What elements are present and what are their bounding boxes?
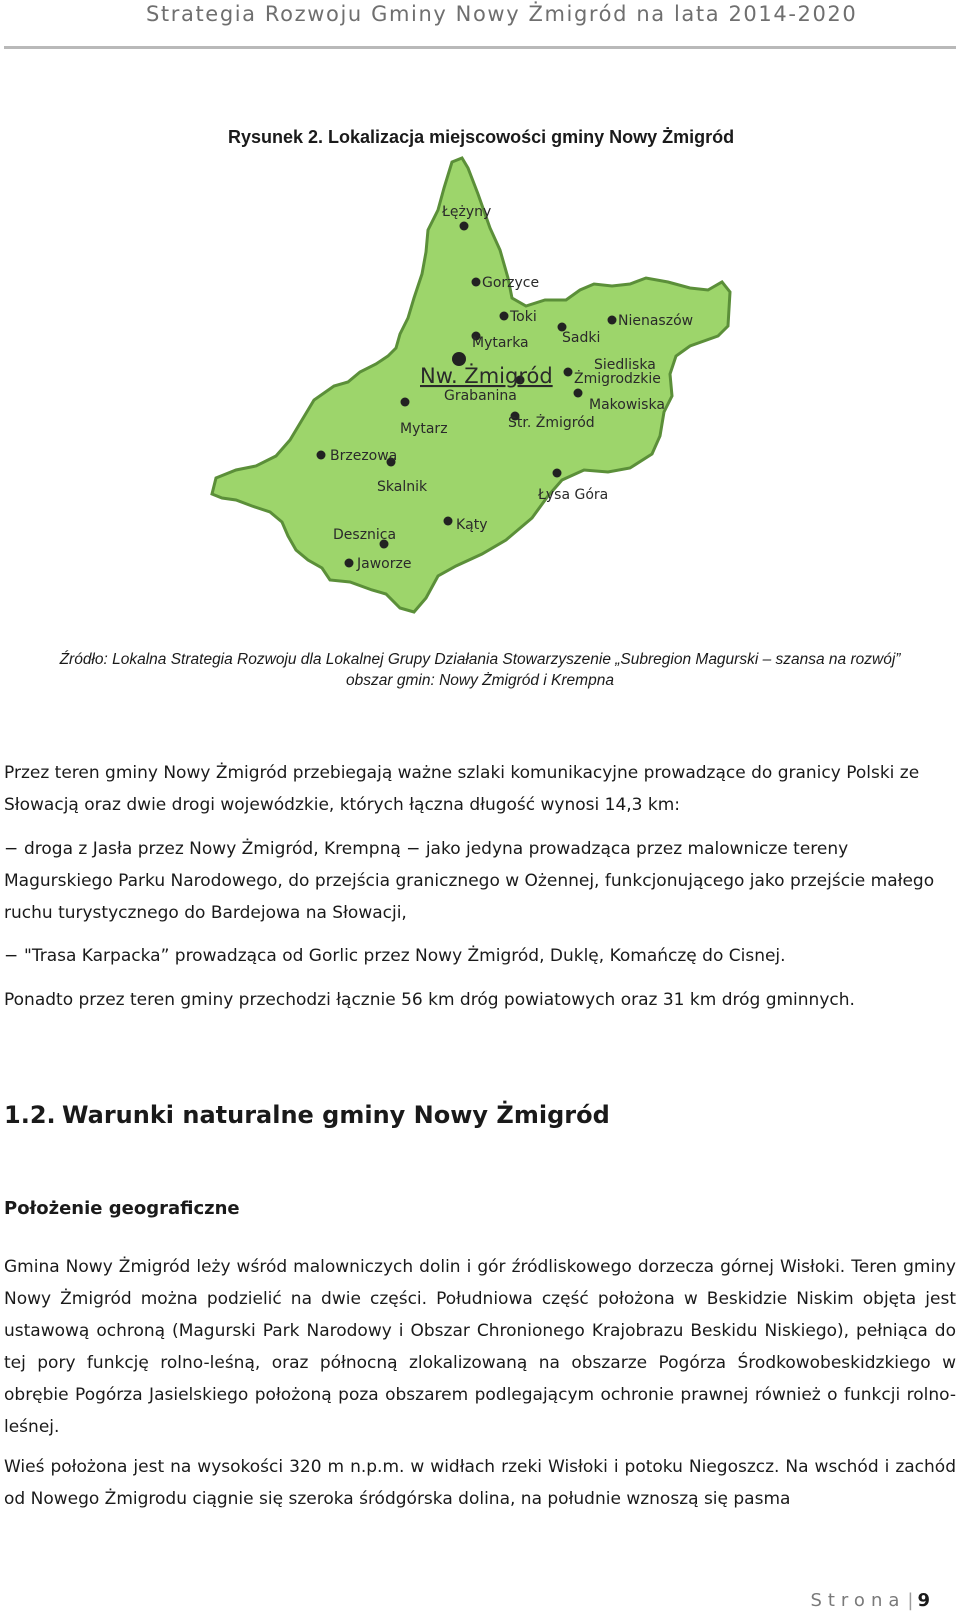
figure-source [10, 649, 950, 691]
section-heading [4, 1101, 610, 1129]
place-dot-siedliska [564, 368, 573, 377]
place-label-lysa-gora: Łysa Góra [538, 487, 609, 503]
place-label-grabanina: Grabanina [444, 388, 517, 404]
place-label-mytarz: Mytarz [400, 421, 448, 437]
place-dot-lysa-gora [553, 469, 562, 478]
bullet-road-2-text: "Trasa Karpacka” prowadząca od Gorlic przez Nowy Żmigród, Duklę, Komańczę do Cisnej. [24, 946, 786, 966]
figure-source-line-1: Źródło: Lokalna Strategia Rozwoju dla Lokalnej Grupy Działania Stowarzyszenie „Subregion Magurski – szansa na rozwój” [59, 651, 901, 668]
place-label-skalnik: Skalnik [377, 479, 428, 495]
place-label-lezyny: Łężyny [442, 204, 492, 220]
section-title: Warunki naturalne gminy Nowy Żmigród [62, 1101, 610, 1129]
place-dot-katy [444, 517, 453, 526]
paragraph-roads-total: Ponadto przez teren gminy przechodzi łącznie 56 km dróg powiatowych oraz 31 km dróg gminnych. [4, 990, 855, 1010]
place-dot-makowiska [574, 389, 583, 398]
subsection-heading: Położenie geograficzne [4, 1198, 240, 1219]
place-dot-brzezowa [317, 451, 326, 460]
place-label-jaworze: Jaworze [357, 556, 412, 572]
place-label-sadki: Sadki [562, 330, 601, 346]
document-title: Strategia Rozwoju Gminy Nowy Żmigród na lata 2014-2020 [146, 2, 858, 26]
header-divider [4, 46, 956, 49]
place-dot-jaworze [345, 559, 354, 568]
figure-source-line-2: obszar gmin: Nowy Żmigród i Krempna [346, 672, 614, 689]
place-label-nw-zmigrod: Nw. Żmigród [420, 364, 553, 388]
place-label-nienaszow: Nienaszów [618, 313, 694, 329]
place-label-siedliska-2: Żmigrodzkie [574, 371, 661, 387]
bullet-dash: − [4, 839, 19, 859]
bullet-dash: − [4, 946, 19, 966]
footer-label: Strona [810, 1590, 906, 1611]
place-label-str-zmigrod: Str. Żmigród [508, 415, 595, 431]
place-label-mytarka: Mytarka [472, 335, 529, 351]
bullet-road-1-text: droga z Jasła przez Nowy Żmigród, Krempną − jako jedyna prowadząca przez malownicze tereny Magurskiego Parku Narodowego, do przejścia granicznego w Ożennej, funkcjonującego jako przejście małego ruchu turystycznego do Bardejowa na Słowacji, [4, 839, 935, 923]
place-label-katy: Kąty [456, 517, 488, 533]
place-dot-mytarz [401, 398, 410, 407]
page-header [0, 0, 960, 50]
bullet-road-2 [4, 940, 956, 972]
bullet-road-1 [4, 833, 956, 929]
paragraph-roads-intro: Przez teren gminy Nowy Żmigród przebiegają ważne szlaki komunikacyjne prowadzące do granicy Polski ze Słowacją oraz dwie drogi wojewódzkie, których łączna długość wynosi 14,3 km: [4, 763, 920, 815]
place-dot-toki [500, 312, 509, 321]
paragraph-elevation: Wieś położona jest na wysokości 320 m n.p.m. w widłach rzeki Wisłoki i potoku Niegoszcz. Na wschód i zachód od Nowego Żmigrodu ciągnie się szeroka śródgórska dolina, na południe wznoszą się pasma [4, 1457, 956, 1509]
place-label-brzezowa: Brzezowa [330, 448, 398, 464]
paragraph-geography: Gmina Nowy Żmigród leży wśród malowniczych dolin i gór źródliskowego dorzecza górnej Wisłoki. Teren gminy Nowy Żmigród można podzielić na dwie części. Południowa część położona w Beskidzie Niskim objęta jest ustawową ochroną (Magurski Park Narodowy i Obszar Chronionego Krajobrazu Beskidu Niskiego), pełniąca do tej pory funkcję rolno-leśną, oraz północną zlokalizowaną na obszarze Pogórza Środkowobeskidzkiego w obrębie Pogórza Jasielskiego położoną poza obszarem podlegającym ochronie prawnej również o funkcji rolno-leśnej. [4, 1257, 956, 1437]
place-dot-gorzyce [472, 278, 481, 287]
place-label-gorzyce: Gorzyce [482, 275, 540, 291]
footer-separator: | [907, 1590, 914, 1611]
page-footer [810, 1590, 930, 1611]
place-dot-lezyny [460, 222, 469, 231]
place-label-toki: Toki [510, 309, 537, 325]
place-label-siedliska-1: Siedliska [594, 357, 656, 373]
municipality-map [200, 150, 740, 640]
place-label-desznica: Desznica [333, 527, 397, 543]
figure-caption: Rysunek 2. Lokalizacja miejscowości gminy Nowy Żmigród [228, 127, 735, 147]
page-number: 9 [917, 1590, 930, 1611]
place-label-makowiska: Makowiska [589, 397, 665, 413]
place-dot-nienaszow [608, 316, 617, 325]
section-number: 1.2. [4, 1101, 56, 1129]
